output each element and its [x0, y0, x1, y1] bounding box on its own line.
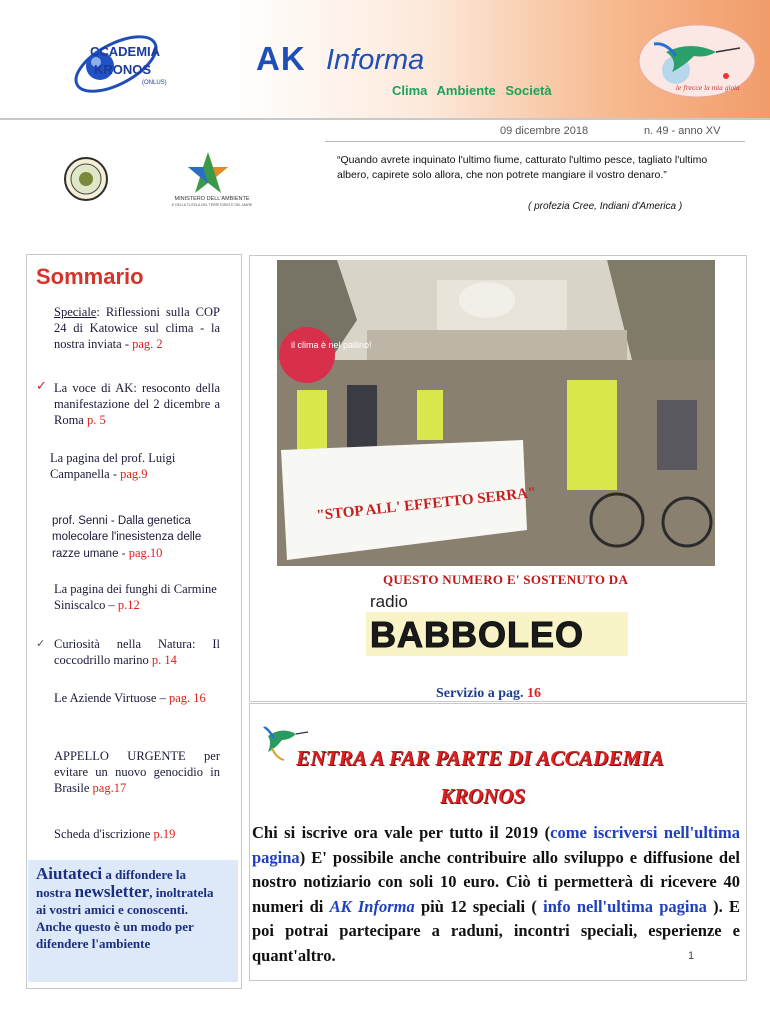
radio-babboleo-logo [366, 590, 628, 658]
issue-number: n. 49 - anno XV [644, 125, 721, 137]
brand-ak: AK [256, 40, 306, 77]
issue-date: 09 dicembre 2018 [500, 125, 589, 137]
info-link[interactable]: info nell'ultima pagina [543, 896, 707, 916]
banner-text: "STOP ALL' EFFETTO SERRA" [315, 484, 537, 524]
how-to-join-link[interactable]: come iscriversi nell'ultima pagina [252, 823, 740, 867]
sign-text: il clima è nel pallino! [291, 340, 372, 350]
newsletter-subtitle: Clima Ambiente Società [392, 83, 552, 98]
toc-item[interactable] [54, 304, 220, 352]
toc-lead: Speciale [54, 305, 97, 319]
service-text: Servizio a pag. [436, 686, 527, 701]
logo-babboleo: BABBOLEO [370, 614, 584, 655]
ministry-name: MINISTERO DELL'AMBIENTE [174, 196, 250, 202]
sponsor-label: QUESTO NUMERO E' SOSTENUTO DA [383, 572, 629, 587]
sponsor-service [436, 686, 541, 702]
join-text: Chi si iscrive ora vale per tutto il 2019 ( [252, 823, 551, 842]
toc-item[interactable] [54, 380, 220, 428]
join-text: più 12 speciali ( [414, 896, 544, 916]
join-text: ) E' possibile anche contribuire allo sviluppo e diffusione del nostro notiziario con soli 10 euro. Ciò ti permetterà di ricevere 40 numeri di [252, 847, 740, 916]
ak-informa-ref: AK Informa [329, 896, 415, 916]
toc-item[interactable] [54, 748, 220, 796]
date-divider [325, 141, 745, 142]
hummingbird-emblem [636, 22, 758, 100]
toc-text: Scheda d'iscrizione [54, 827, 154, 841]
callout-word-aiutateci: Aiutateci [36, 864, 103, 883]
toc-text: Curiosità nella Natura: Il coccodrillo marino [54, 637, 220, 667]
toc-page: p. 14 [151, 653, 177, 667]
callout-word-newsletter: newsletter [74, 882, 150, 901]
callout-text: , inoltratela ai vostri amici e conoscenti. Anche questo è un modo per difendere l'ambiente [36, 885, 214, 951]
sommario-title: Sommario [36, 264, 144, 289]
logo-text-bottom: KRONOS [94, 62, 152, 77]
header-divider [0, 118, 770, 120]
toc-page: p. 5 [86, 413, 106, 427]
ministry-star-logo [186, 150, 230, 196]
toc-item[interactable] [54, 690, 220, 706]
toc-page: p.12 [117, 598, 140, 612]
check-icon: ✓ [36, 378, 47, 393]
toc-page: pag.17 [92, 781, 127, 795]
toc-text: APPELLO URGENTE per evitare un nuovo genocidio in Brasile [54, 749, 220, 795]
toc-page: pag. 2 [132, 337, 163, 351]
toc-text: La pagina del prof. Luigi Campanella - [50, 451, 176, 481]
logo-text-top: CCADEMIA [90, 44, 161, 59]
toc-page: pag. 16 [168, 691, 206, 705]
toc-text: Le Aziende Virtuose – [54, 691, 169, 705]
toc-page: pag.10 [128, 546, 163, 560]
seal-icon [63, 156, 109, 202]
callout-text: a diffondere la nostra [36, 867, 186, 900]
toc-item[interactable] [54, 581, 220, 613]
join-text: ). E poi potrai partecipare a raduni, incontri speciali, esperienze e quant'altro. [252, 896, 741, 965]
accademia-kronos-logo [64, 20, 214, 100]
toc-item[interactable] [54, 826, 220, 842]
toc-page: p.19 [153, 827, 176, 841]
newsletter-callout [36, 865, 222, 952]
join-title: ENTRA A FAR PARTE DI ACCADEMIA [296, 746, 664, 770]
join-body [252, 821, 740, 968]
brand-informa: Informa [326, 44, 425, 76]
toc-item[interactable] [54, 636, 220, 668]
logo-text-small: (ONLUS) [142, 80, 167, 86]
toc-item[interactable] [50, 450, 216, 482]
toc-text: : Riflessioni sulla COP 24 di Katowice sul clima - la nostra inviata - [54, 305, 220, 351]
quote-source: ( profezia Cree, Indiani d'America ) [528, 201, 683, 212]
check-icon: ✓ [36, 638, 46, 650]
toc-text: prof. Senni - Dalla genetica molecolare l'inesistenza delle razze umane - [52, 515, 202, 560]
toc-item[interactable] [52, 513, 220, 562]
demonstration-photo [277, 260, 715, 566]
toc-page: pag.9 [120, 467, 148, 481]
cree-quote: “Quando avrete inquinato l'ultimo fiume, catturato l'ultimo pesce, tagliato l'ultimo albero, capirete solo allora, che non potrete mangiare il vostro denaro.” [337, 154, 708, 181]
service-page: 16 [527, 686, 541, 701]
logo-radio: radio [370, 592, 408, 611]
join-title-kronos: KRONOS [440, 784, 526, 808]
ministry-subtitle: E DELLA TUTELA DEL TERRITORIO E DEL MARE [171, 203, 253, 207]
toc-text: La pagina dei funghi di Carmine Siniscalco – [54, 582, 217, 612]
page-number: 1 [688, 950, 695, 962]
svg-text:le frecce la mia gioia: le frecce la mia gioia [676, 85, 740, 92]
toc-text: La voce di AK: resoconto della manifestazione del 2 dicembre a Roma [54, 381, 220, 427]
